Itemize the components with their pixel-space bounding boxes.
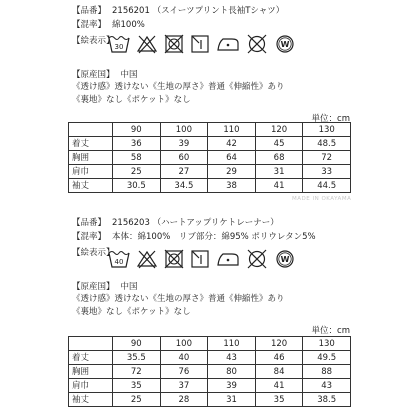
table-header-row — [69, 123, 351, 137]
svg-text:W: W — [280, 40, 290, 49]
no-dry-clean-icon — [246, 34, 268, 54]
table-cell: 34.5 — [160, 179, 208, 193]
size-header: 100 — [160, 337, 208, 351]
care-icons — [108, 248, 296, 270]
table-row — [69, 151, 351, 165]
care-icons — [108, 33, 296, 55]
product-code-line — [72, 218, 279, 229]
table-cell: 44.5 — [303, 179, 351, 193]
size-header: 90 — [113, 123, 161, 137]
product-code-label: 【品番】 — [72, 6, 107, 16]
table-cell: 72 — [113, 365, 161, 379]
size-header: 110 — [208, 337, 256, 351]
table-cell: 39 — [160, 137, 208, 151]
product-code-value: 2156201 （スイーツプリント長袖Tシャツ） — [112, 6, 285, 16]
table-header-row — [69, 337, 351, 351]
table-cell: 42 — [208, 137, 256, 151]
unit-label: 単位：cm — [311, 114, 350, 124]
svg-text:W: W — [280, 255, 290, 264]
size-header: 130 — [303, 123, 351, 137]
table-cell: 48.5 — [303, 137, 351, 151]
table-cell: 36 — [113, 137, 161, 151]
origin-line — [72, 70, 138, 81]
watermark: MADE IN OKAYAMA — [292, 196, 352, 202]
svg-text:30: 30 — [114, 43, 124, 51]
no-dry-clean-icon — [246, 249, 268, 269]
row-label: 胸囲 — [69, 151, 113, 165]
table-cell: 29 — [208, 165, 256, 179]
table-cell: 30.5 — [113, 179, 161, 193]
material-line — [72, 232, 316, 243]
material-value: 綿100% — [112, 20, 145, 30]
size-header: 120 — [255, 337, 303, 351]
table-cell: 28 — [160, 393, 208, 407]
unit-label: 単位：cm — [311, 326, 350, 336]
table-cell: 41 — [255, 179, 303, 193]
table-cell: 68 — [255, 151, 303, 165]
row-label: 着丈 — [69, 137, 113, 151]
wash-tub-40-icon — [108, 249, 130, 269]
table-cell: 40 — [160, 351, 208, 365]
wet-clean-w-icon — [274, 249, 296, 269]
table-cell: 45 — [255, 137, 303, 151]
row-label: 着丈 — [69, 351, 113, 365]
no-tumble-dry-icon — [164, 34, 184, 54]
origin-value: 中国 — [120, 70, 138, 80]
table-cell: 25 — [113, 393, 161, 407]
table-cell: 64 — [208, 151, 256, 165]
origin-value: 中国 — [120, 282, 138, 292]
attribute-line-2: 《裏地》なし《ポケット》なし — [72, 95, 191, 105]
material-line — [72, 20, 145, 31]
table-cell: 84 — [255, 365, 303, 379]
origin-line — [72, 282, 138, 293]
size-header: 120 — [255, 123, 303, 137]
product-code-label: 【品番】 — [72, 218, 107, 228]
table-cell: 35.5 — [113, 351, 161, 365]
svg-text:40: 40 — [114, 258, 124, 266]
size-header: 110 — [208, 123, 256, 137]
table-cell: 72 — [303, 151, 351, 165]
table-cell: 46 — [255, 351, 303, 365]
no-bleach-icon — [136, 249, 158, 269]
size-header: 100 — [160, 123, 208, 137]
table-cell: 80 — [208, 365, 256, 379]
table-row — [69, 365, 351, 379]
table-cell: 58 — [113, 151, 161, 165]
table-cell: 41 — [255, 379, 303, 393]
table-row — [69, 351, 351, 365]
size-table — [68, 336, 351, 407]
low-iron-icon — [216, 34, 240, 54]
line-dry-shade-icon — [190, 34, 210, 54]
wet-clean-w-icon — [274, 34, 296, 54]
care-label: 【絵表示】 — [72, 248, 115, 258]
row-label: 肩巾 — [69, 379, 113, 393]
size-table — [68, 122, 351, 193]
table-cell: 38 — [208, 179, 256, 193]
product-code-value: 2156203 （ハートアップリケトレーナー） — [112, 218, 279, 228]
no-tumble-dry-icon — [164, 249, 184, 269]
origin-label: 【原産国】 — [72, 70, 115, 80]
table-cell: 31 — [208, 393, 256, 407]
low-iron-icon — [216, 249, 240, 269]
attribute-line-1: 《透け感》透けない《生地の厚さ》普通《伸縮性》あり — [72, 294, 285, 304]
table-cell: 25 — [113, 165, 161, 179]
table-cell: 49.5 — [303, 351, 351, 365]
table-cell: 37 — [160, 379, 208, 393]
table-cell: 35 — [113, 379, 161, 393]
table-cell: 43 — [303, 379, 351, 393]
table-row — [69, 137, 351, 151]
table-cell: 60 — [160, 151, 208, 165]
row-label: 胸囲 — [69, 365, 113, 379]
table-cell: 88 — [303, 365, 351, 379]
attribute-line-2: 《裏地》なし《ポケット》なし — [72, 307, 191, 317]
table-cell: 35 — [255, 393, 303, 407]
material-label: 【混率】 — [72, 20, 107, 30]
material-label: 【混率】 — [72, 232, 107, 242]
wash-tub-30-icon — [108, 34, 130, 54]
table-row — [69, 379, 351, 393]
table-cell: 38.5 — [303, 393, 351, 407]
table-cell: 76 — [160, 365, 208, 379]
no-bleach-icon — [136, 34, 158, 54]
table-row — [69, 393, 351, 407]
product-code-line — [72, 6, 284, 17]
line-dry-shade-icon — [190, 249, 210, 269]
table-cell: 33 — [303, 165, 351, 179]
table-cell: 27 — [160, 165, 208, 179]
row-label: 袖丈 — [69, 393, 113, 407]
origin-label: 【原産国】 — [72, 282, 115, 292]
table-row — [69, 165, 351, 179]
table-row — [69, 179, 351, 193]
row-label: 袖丈 — [69, 179, 113, 193]
size-header: 90 — [113, 337, 161, 351]
material-value: 本体：綿100% リブ部分：綿95% ポリウレタン5% — [112, 232, 316, 242]
table-cell: 39 — [208, 379, 256, 393]
care-label: 【絵表示】 — [72, 36, 115, 46]
row-label: 肩巾 — [69, 165, 113, 179]
size-header: 130 — [303, 337, 351, 351]
table-cell: 43 — [208, 351, 256, 365]
attribute-line-1: 《透け感》透けない《生地の厚さ》普通《伸縮性》あり — [72, 82, 285, 92]
table-cell: 31 — [255, 165, 303, 179]
